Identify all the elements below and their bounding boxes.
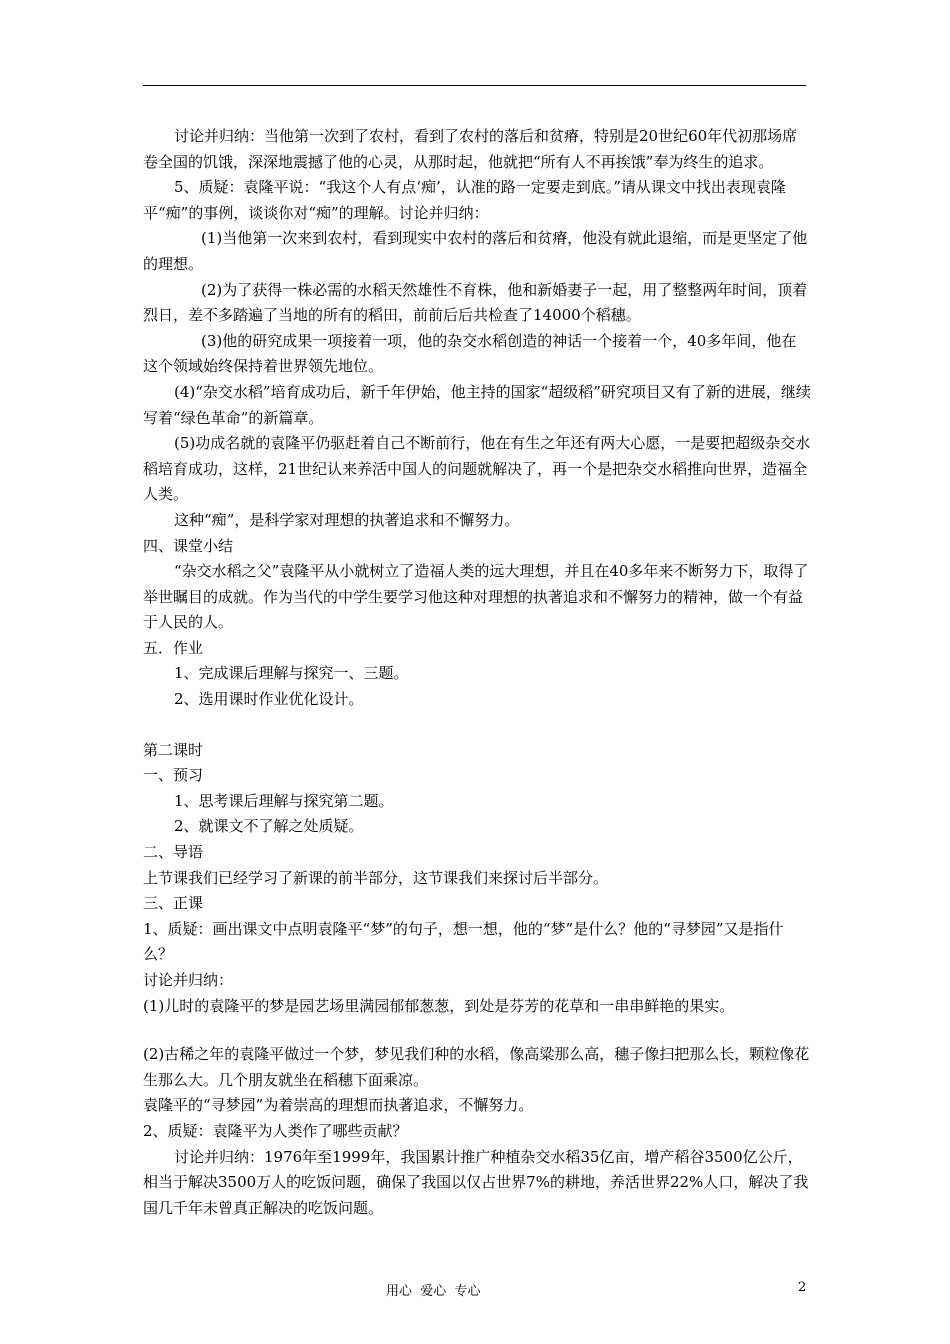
point-1: (1)儿时的袁隆平的梦是园艺场里满园郁郁葱葱，到处是芬芳的花草和一串串鲜艳的果实。	[143, 996, 735, 1015]
preview-item: 1、思考课后理解与探究第二题。	[174, 791, 394, 810]
question-2: 2、质疑：袁隆平为人类作了哪些贡献？	[143, 1121, 408, 1140]
paragraph: 讨论并归纳：1976年至1999年，我国累计推广种植杂交水稻35亿亩，增产稻谷3500亿公斤，相当于解决3500万人的吃饭问题，确保了我国以仅占世界7%的耕地，养活世界22%人口，解决了我国几千年未曾真正解决的吃饭问题。	[143, 1147, 809, 1217]
question-5: 5、质疑：袁隆平说：“我这个人有点‘痴’，认准的路一定要走到底。”请从课文中找出表现袁隆平“痴”的事例，谈谈你对“痴”的理解。讨论并归纳：	[143, 178, 786, 222]
homework-item: 1、完成课后理解与探究一、三题。	[174, 664, 409, 683]
homework-item: 2、选用课时作业优化设计。	[174, 690, 364, 709]
paragraph: 上节课我们已经学习了新课的前半部分，这节课我们来探讨后半部分。	[143, 868, 609, 887]
document-body	[143, 124, 811, 1221]
section-heading: 四、课堂小结	[143, 536, 234, 555]
point-2: (2)为了获得一株必需的水稻天然雄性不育株，他和新婚妻子一起，用了整整两年时间，顶着烈日，差不多踏遍了当地的所有的稻田，前前后后共检查了14000个稻穗。	[143, 280, 808, 325]
spacer	[143, 1019, 811, 1042]
paragraph: 这种“痴”，是科学家对理想的执著追求和不懈努力。	[174, 510, 520, 529]
header-rule	[143, 85, 806, 86]
point-3: (3)他的研究成果一项接着一项，他的杂交水稻创造的神话一个接着一个，40多年间，他在这个领域始终保持着世界领先地位。	[143, 331, 797, 376]
section-heading: 五．作业	[143, 638, 204, 657]
spacer	[143, 713, 811, 738]
footer-motto: 用心 爱心 专心	[386, 1284, 481, 1299]
section-heading: 二、导语	[143, 843, 204, 862]
paragraph: 袁隆平的“寻梦园”为着崇高的理想而执著追求，不懈努力。	[143, 1096, 534, 1115]
section-heading: 三、正课	[143, 894, 204, 913]
question-1: 1、质疑：画出课文中点明袁隆平“梦”的句子，想一想，他的“梦”是什么？他的“寻梦园”又是指什么？	[143, 919, 784, 964]
preview-item: 2、就课文不了解之处质疑。	[174, 817, 364, 836]
section-heading: 一、预习	[143, 766, 204, 785]
point-2: (2)古稀之年的袁隆平做过一个梦，梦见我们种的水稻，像高粱那么高，穗子像扫把那么长，颗粒像花生那么大。几个朋友就坐在稻穗下面乘凉。	[143, 1045, 810, 1089]
lesson-heading: 第二课时	[143, 740, 204, 759]
point-1: (1)当他第一次来到农村，看到现实中农村的落后和贫瘠，他没有就此退缩，而是更坚定了他的理想。	[143, 229, 808, 273]
summary-paragraph: “杂交水稻之父”袁隆平从小就树立了造福人类的远大理想，并且在40多年来不断努力下，取得了举世瞩目的成就。作为当代的中学生要学习他这种对理想的执著追求和不懈努力的精神，做一个有益于人民的人。	[143, 562, 809, 632]
point-4: (4)“杂交水稻”培育成功后，新千年伊始，他主持的国家“超级稻”研究项目又有了新的进展，继续写着“绿色革命”的新篇章。	[143, 382, 811, 427]
page-number: 2	[798, 1280, 807, 1295]
paragraph: 讨论并归纳：当他第一次到了农村，看到了农村的落后和贫瘠，特别是20世纪60年代初那场席卷全国的饥饿，深深地震撼了他的心灵，从那时起，他就把“所有人不再挨饿”奉为终生的追求。	[143, 127, 798, 171]
paragraph: 讨论并归纳：	[143, 971, 234, 989]
point-5: (5)功成名就的袁隆平仍驱赶着自己不断前行，他在有生之年还有两大心愿，一是要把超级杂交水稻培育成功，这样，21世纪认来养活中国人的问题就解决了，再一个是把杂交水稻推向世界，造福全人类。	[143, 434, 811, 504]
